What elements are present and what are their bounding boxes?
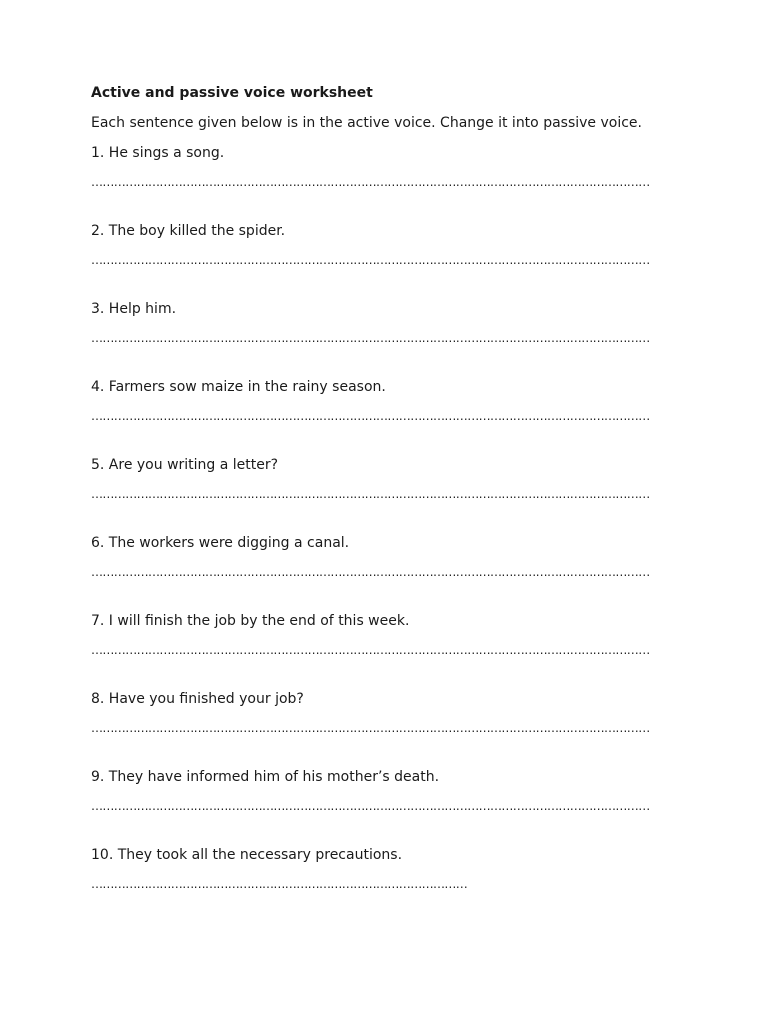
question-item-3 <box>91 300 675 378</box>
question-item-5 <box>91 456 675 534</box>
answer-dotted-line: ……………………………………………………………………………………… <box>91 877 468 891</box>
answer-dotted-line: ………………………………………………………………………………………………………………………………… <box>91 721 650 735</box>
worksheet-instructions: Each sentence given below is in the active voice. Change it into passive voice. <box>91 115 642 131</box>
question-text: 7. I will finish the job by the end of this week. <box>91 613 410 629</box>
answer-dotted-line: ………………………………………………………………………………………………………………………………… <box>91 565 650 579</box>
question-item-9 <box>91 768 675 846</box>
answer-dotted-line: ………………………………………………………………………………………………………………………………… <box>91 175 650 189</box>
question-text: 2. The boy killed the spider. <box>91 223 286 239</box>
question-text: 3. Help him. <box>91 301 177 317</box>
question-text: 10. They took all the necessary precautions. <box>91 847 403 863</box>
question-list <box>91 144 675 906</box>
question-item-7 <box>91 612 675 690</box>
question-text: 6. The workers were digging a canal. <box>91 535 350 551</box>
question-item-10 <box>91 846 675 906</box>
answer-dotted-line: ………………………………………………………………………………………………………………………………… <box>91 643 650 657</box>
worksheet-title: Active and passive voice worksheet <box>91 85 373 101</box>
answer-dotted-line: ………………………………………………………………………………………………………………………………… <box>91 409 650 423</box>
question-item-2 <box>91 222 675 300</box>
question-item-6 <box>91 534 675 612</box>
question-text: 8. Have you finished your job? <box>91 691 304 707</box>
answer-dotted-line: ………………………………………………………………………………………………………………………………… <box>91 253 650 267</box>
answer-dotted-line: ………………………………………………………………………………………………………………………………… <box>91 799 650 813</box>
answer-dotted-line: ………………………………………………………………………………………………………………………………… <box>91 331 650 345</box>
question-item-1 <box>91 144 675 222</box>
question-item-4 <box>91 378 675 456</box>
question-text: 1. He sings a song. <box>91 145 225 161</box>
question-item-8 <box>91 690 675 768</box>
answer-dotted-line: ………………………………………………………………………………………………………………………………… <box>91 487 650 501</box>
question-text: 5. Are you writing a letter? <box>91 457 279 473</box>
question-text: 4. Farmers sow maize in the rainy season. <box>91 379 386 395</box>
question-text: 9. They have informed him of his mother’s death. <box>91 769 440 785</box>
